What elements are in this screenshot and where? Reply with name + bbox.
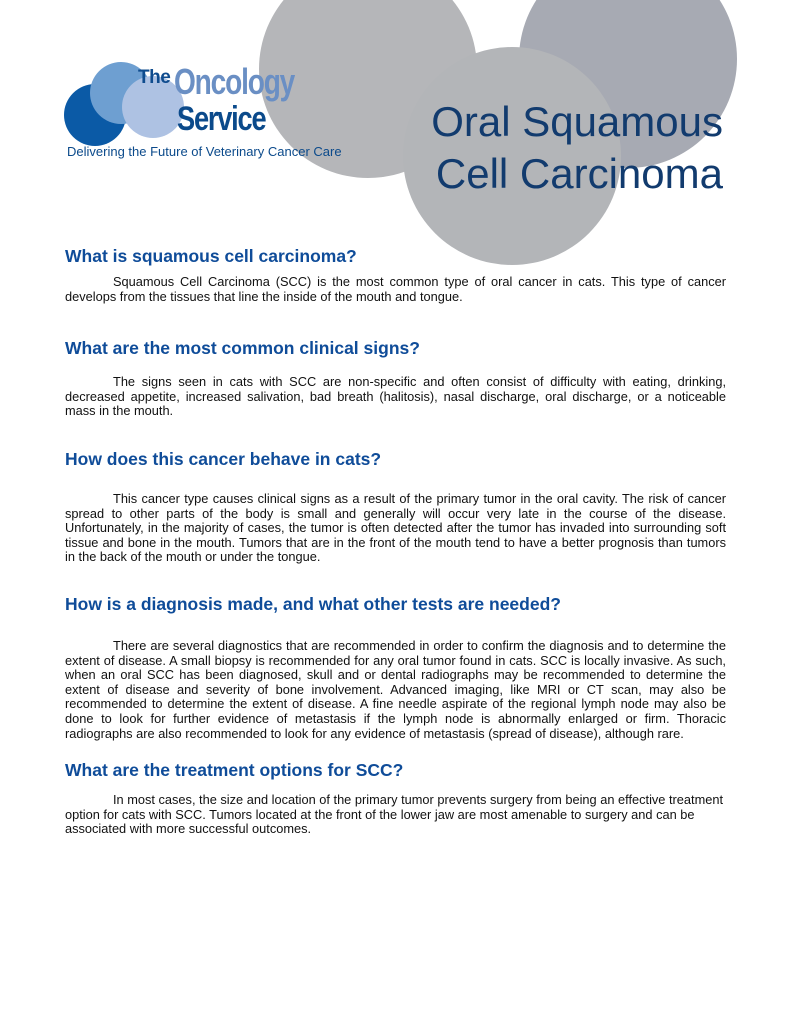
oncology-service-logo <box>64 62 344 172</box>
section-body: There are several diagnostics that are recommended in order to confirm the diagnosis and to determine the extent of disease. A small biopsy is recommended for any oral tumor found in cats. SCC is locally invasive. As such, when an oral SCC has been diagnosed, skull and or dental radiographs may be recommended to determine the extent of disease and severity of bone involvement. Advanced imaging, like MRI or CT scan, may also be recommended to determine the extent of disease. A fine needle aspirate of the regional lymph node may also be done to look for further evidence of metastasis if the lymph node is abnormally enlarged or firm. Thoracic radiographs are also recommended to look for any evidence of metastasis (spread of disease), although rare. <box>65 638 726 741</box>
page-title-line-1: Oral Squamous <box>431 98 723 145</box>
logo-tagline: Delivering the Future of Veterinary Cancer Care <box>67 144 342 159</box>
section-treatment-options <box>65 759 726 837</box>
section-body: Squamous Cell Carcinoma (SCC) is the most common type of oral cancer in cats. This type of cancer develops from the tissues that line the inside of the mouth and tongue. <box>65 274 726 304</box>
page-title <box>431 96 723 200</box>
section-heading: How is a diagnosis made, and what other tests are needed? <box>65 594 561 614</box>
section-body: The signs seen in cats with SCC are non-specific and often consist of difficulty with eating, drinking, decreased appetite, increased salivation, bad breath (halitosis), nasal discharge, oral discharge, or a noticeable mass in the mouth. <box>65 374 726 419</box>
section-heading: What is squamous cell carcinoma? <box>65 246 357 266</box>
section-heading: What are the treatment options for SCC? <box>65 760 404 780</box>
logo-service: Service <box>177 100 266 138</box>
section-diagnosis <box>65 593 726 741</box>
section-clinical-signs <box>65 337 726 419</box>
section-heading: How does this cancer behave in cats? <box>65 449 382 469</box>
logo-oncology: Oncology <box>174 61 295 102</box>
page-title-line-2: Cell Carcinoma <box>435 150 723 197</box>
section-what-is-scc <box>65 245 726 304</box>
section-body: This cancer type causes clinical signs as a result of the primary tumor in the oral cavity. The risk of cancer spread to other parts of the body is small and generally will occur very late in the course of the disease. Unfortunately, in the majority of cases, the tumor is often detected after the tumor has invaded into surrounding soft tissue and bone in the mouth. Tumors that are in the front of the mouth tend to have a better prognosis than tumors in the back of the mouth or under the tongue. <box>65 491 726 565</box>
section-cancer-behavior <box>65 448 726 565</box>
logo-the: The <box>138 67 171 88</box>
section-body: In most cases, the size and location of the primary tumor prevents surgery from being an effective treatment option for cats with SCC. Tumors located at the front of the lower jaw are most amenable to surgery and can be associated with more successful outcomes. <box>65 792 724 837</box>
section-heading: What are the most common clinical signs? <box>65 338 420 358</box>
